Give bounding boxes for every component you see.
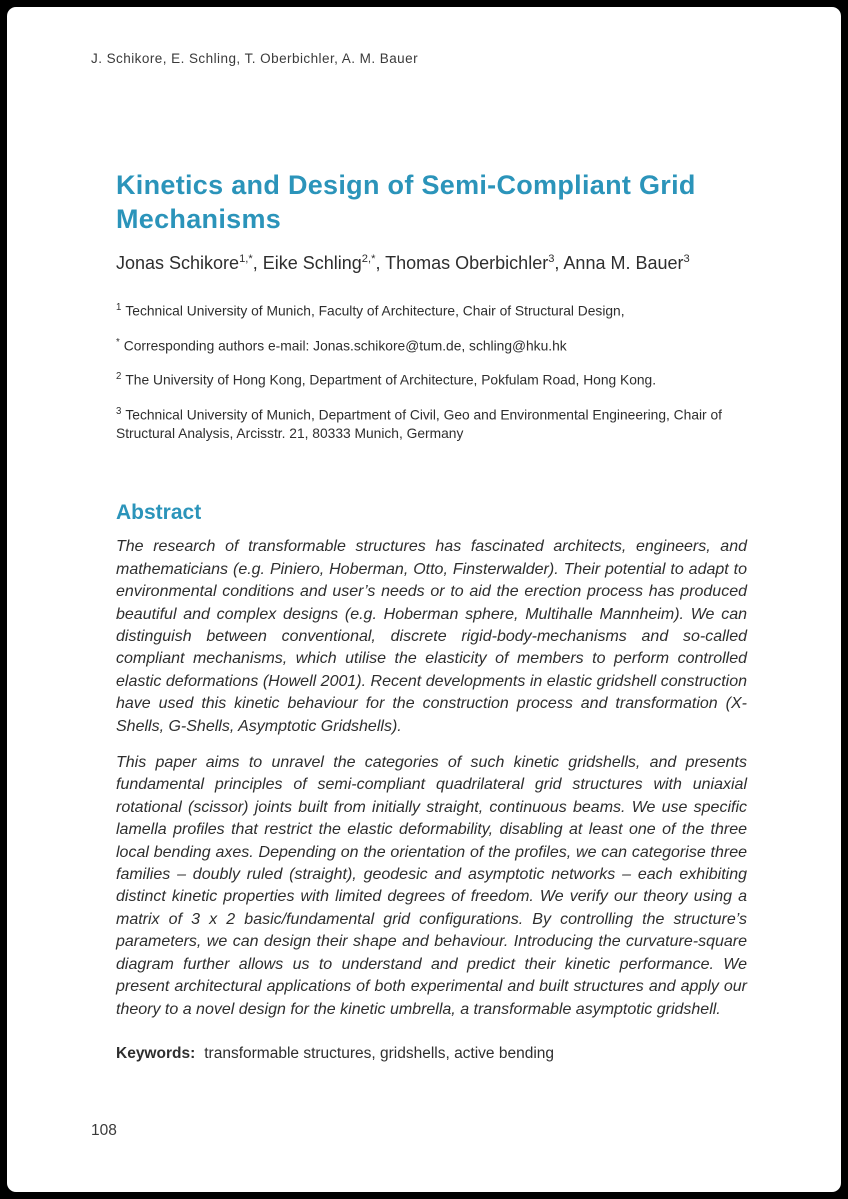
- abstract-paragraph-2: This paper aims to unravel the categories of such kinetic gridshells, and presents fundamental principles of semi-compliant quadrilateral grid structures with uniaxial rotational (scissor) joints built from initially straight, continuous beams. We use specific lamella profiles that restrict the elastic deformability, disabling at least one of the three local bending axes. Depending on the orientation of the profiles, we can categorise three families – doubly ruled (straight), geodesic and asymptotic networks – each exhibiting distinct kinetic properties with limited degrees of freedom. We verify our theory using a matrix of 3 x 2 basic/fundamental grid configurations. By controlling the structure’s parameters, we can design their shape and behaviour. Introducing the curvature-square diagram further allows us to understand and predict their kinetic performance. We present architectural applications of both experimental and built structures and apply our theory to a novel design for the kinetic umbrella, a transformable asymptotic gridshell.: [116, 754, 747, 1018]
- affiliation-item: [116, 403, 747, 444]
- affiliation-text: The University of Hong Kong, Department of Architecture, Pokfulam Road, Hong Kong.: [125, 372, 657, 388]
- affiliation-marker: 1: [116, 302, 122, 313]
- author-name: , Anna M. Bauer: [554, 253, 684, 273]
- author-name: , Thomas Oberbichler: [375, 253, 549, 273]
- affiliation-item: [116, 334, 747, 356]
- author-name: , Eike Schling: [252, 253, 362, 273]
- affiliation-item: [116, 368, 747, 390]
- affiliation-marker: 3: [116, 405, 122, 417]
- keywords-label: Keywords:: [116, 1044, 196, 1062]
- paper-page: [7, 7, 841, 1192]
- page-number: 108: [91, 1122, 117, 1139]
- affiliation-text: Technical University of Munich, Faculty of Architecture, Chair of Structural Design,: [125, 303, 625, 319]
- author-superscript: 1,*: [239, 253, 253, 265]
- article-title-line2: Mechanisms: [116, 204, 282, 234]
- author-superscript: 3: [548, 253, 555, 265]
- author-line: [116, 253, 747, 274]
- abstract-paragraph-1: The research of transformable structures has fascinated architects, engineers, and mathematicians (e.g. Piniero, Hoberman, Otto, Finsterwalder). Their potential to adapt to environmental conditions and user’s needs or to aid the erection process has produced beautiful and complex designs (e.g. Hoberman sphere, Multihalle Mannheim). We can distinguish between conventional, discrete rigid-body-mechanisms and so-called compliant mechanisms, which utilise the elasticity of members to perform controlled elastic deformations (Howell 2001). Recent developments in elastic gridshell construction have used this kinetic behaviour for the construction process and transformation (X-Shells, G-Shells, Asymptotic Gridshells).: [116, 538, 747, 735]
- keywords-line: [116, 1045, 747, 1063]
- affiliation-item: [116, 299, 747, 321]
- affiliation-text: Corresponding authors e-mail: Jonas.schikore@tum.de, schling@hku.hk: [123, 338, 567, 354]
- author-name: Jonas Schikore: [116, 253, 240, 273]
- affiliation-marker: *: [116, 336, 120, 348]
- article-title-line1: Kinetics and Design of Semi-Compliant Grid: [116, 170, 696, 200]
- keywords-text: transformable structures, gridshells, active bending: [204, 1044, 555, 1062]
- affiliations: [116, 299, 747, 443]
- author-superscript: 3: [683, 253, 690, 265]
- article-title: [116, 168, 747, 236]
- abstract-heading: Abstract: [116, 501, 202, 525]
- running-header: J. Schikore, E. Schling, T. Oberbichler, A. M. Bauer: [91, 51, 419, 66]
- author-superscript: 2,*: [361, 253, 376, 265]
- affiliation-text: Technical University of Munich, Department of Civil, Geo and Environmental Engineering, Chair of Structural Analysis, Arcisstr. 21, 80333 Munich, Germany: [116, 407, 722, 441]
- page-content: [116, 7, 747, 1063]
- affiliation-marker: 2: [116, 371, 122, 383]
